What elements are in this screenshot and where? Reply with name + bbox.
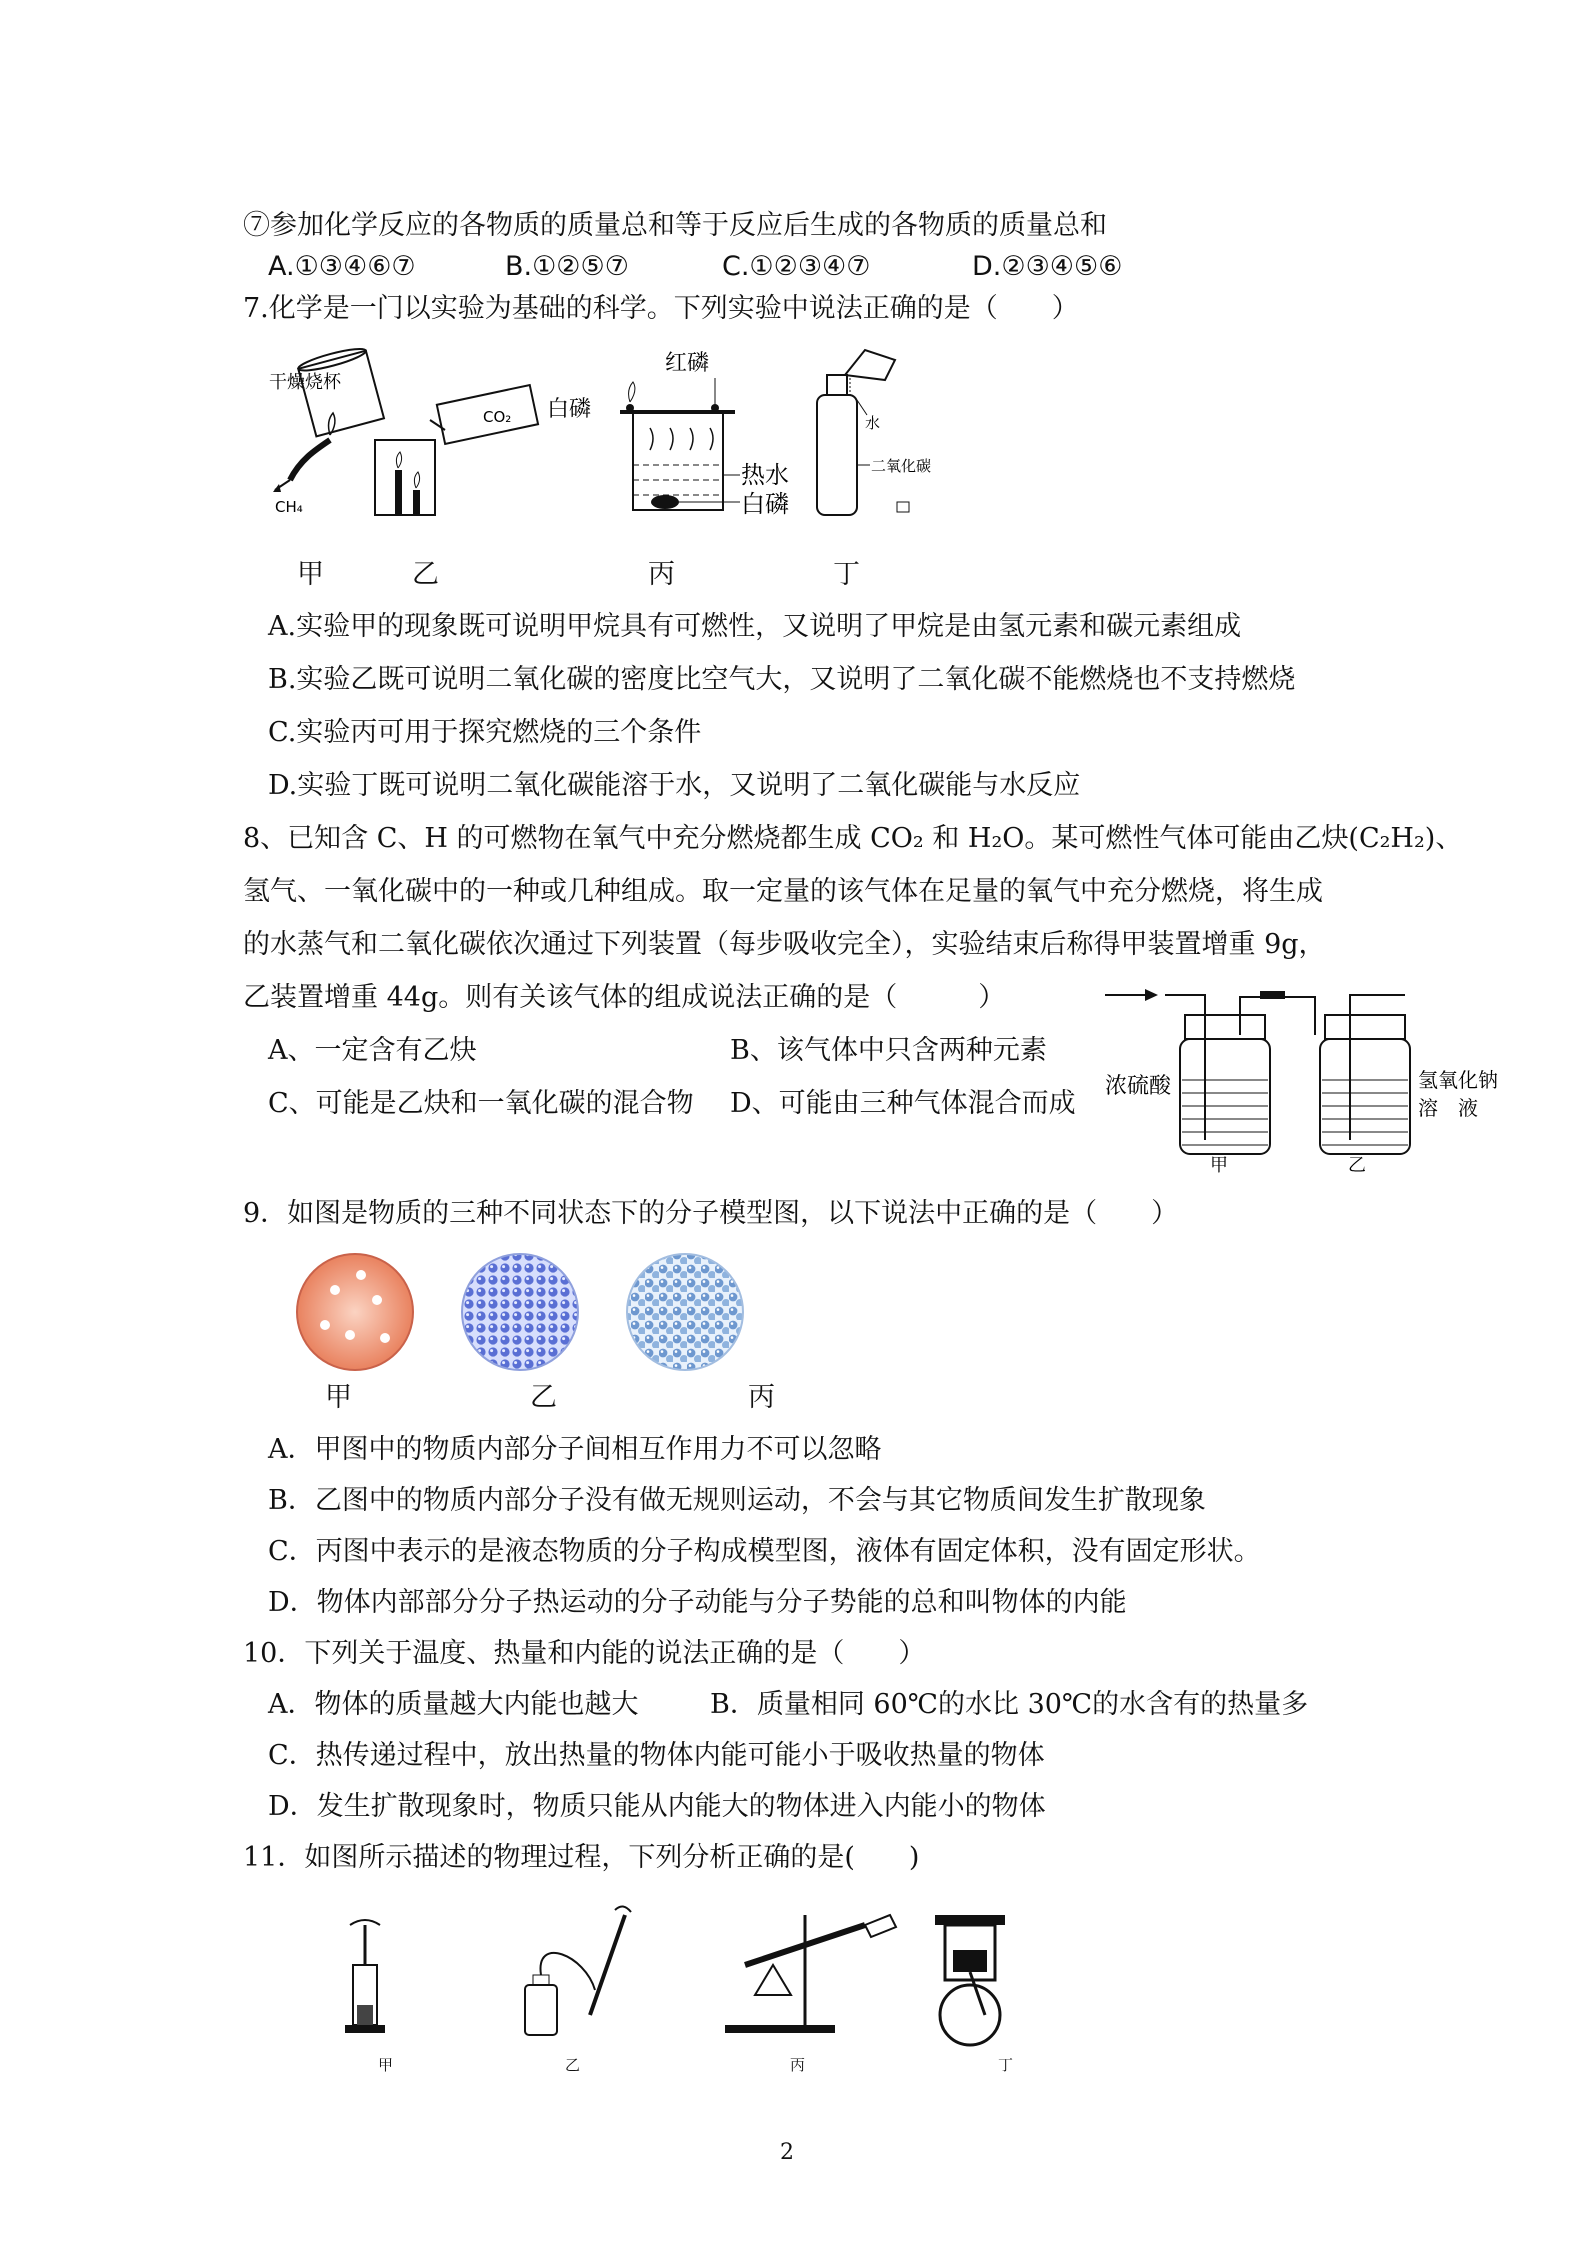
prev-option-a: A.①③④⑥⑦ [268, 251, 416, 282]
q7-caption-yi: 乙 [412, 559, 439, 590]
gas-model-circle [297, 1254, 413, 1370]
test-tube-heating-bing [725, 1915, 896, 2033]
q7-apparatus-figure [245, 340, 965, 540]
q9-caption-yi: 乙 [530, 1382, 557, 1413]
co2-label: CO₂ [483, 408, 512, 426]
q11-caption-yi: 乙 [565, 2056, 581, 2074]
q10-option-d: D．发生扩散现象时，物质只能从内能大的物体进入内能小的物体 [268, 1791, 1046, 1822]
q8-option-b: B、该气体中只含两种元素 [730, 1035, 1047, 1066]
q9-option-c: C．丙图中表示的是液态物质的分子构成模型图，液体有固定体积，没有固定形状。 [268, 1536, 1261, 1567]
q10-option-c: C．热传递过程中，放出热量的物体内能可能小于吸收热量的物体 [268, 1740, 1045, 1771]
white-phosphorus-label-2: 白磷 [741, 490, 789, 518]
q10-option-a: A．物体的质量越大内能也越大 [268, 1689, 639, 1720]
q8-gas-washing-bottles-figure [1100, 975, 1520, 1175]
q9-caption-bing: 丙 [748, 1382, 775, 1413]
q7-caption-jia: 甲 [297, 559, 324, 590]
solid-model-circle [462, 1254, 578, 1370]
q7-caption-bing: 丙 [648, 559, 675, 590]
q8-option-c: C、可能是乙炔和一氧化碳的混合物 [268, 1088, 694, 1119]
experiment-jia-figure [269, 345, 384, 516]
q8-option-a: A、一定含有乙炔 [268, 1035, 477, 1066]
bottle-jia-caption: 甲 [1210, 1155, 1228, 1175]
water-label: 水 [865, 414, 881, 432]
q11-stem: 11．如图所示描述的物理过程，下列分析正确的是( ) [243, 1842, 920, 1873]
q10-option-b: B．质量相同 60℃的水比 30℃的水含有的热量多 [710, 1689, 1309, 1720]
prev-option-d: D.②③④⑤⑥ [972, 251, 1123, 282]
bottle-jia [1180, 1015, 1270, 1154]
dry-beaker-label: 干燥烧杯 [269, 372, 341, 393]
bottle-yi [1320, 1015, 1410, 1154]
q8-stem-line-4: 乙装置增重 44g。则有关该气体的组成说法正确的是（ ） [243, 982, 1006, 1013]
q7-option-b: B.实验乙既可说明二氧化碳的密度比空气大，又说明了二氧化碳不能燃烧也不支持燃烧 [268, 664, 1296, 695]
q10-stem: 10．下列关于温度、热量和内能的说法正确的是（ ） [243, 1638, 926, 1669]
q7-option-d: D.实验丁既可说明二氧化碳能溶于水，又说明了二氧化碳能与水反应 [268, 770, 1081, 801]
air-compression-apparatus-jia [345, 1920, 385, 2033]
q8-stem-line-1: 8、已知含 C、H 的可燃物在氧气中充分燃烧都生成 CO₂ 和 H₂O。某可燃性气体可能由乙炔(C₂H₂)、 [243, 823, 1463, 854]
q11-caption-bing: 丙 [790, 2056, 806, 2074]
liquid-model-circle [627, 1254, 743, 1370]
q7-option-c: C.实验丙可用于探究燃烧的三个条件 [268, 717, 702, 748]
co2-label-2: 二氧化碳 [871, 457, 932, 475]
white-phosphorus-label: 白磷 [547, 397, 592, 422]
prev-option-b: B.①②⑤⑦ [505, 251, 629, 282]
q9-option-a: A．甲图中的物质内部分子间相互作用力不可以忽略 [268, 1434, 882, 1465]
q11-caption-ding: 丁 [998, 2056, 1014, 2074]
q8-stem-line-2: 氢气、一氧化碳中的一种或几种组成。取一定量的该气体在足量的氧气中充分燃烧，将生成 [243, 876, 1323, 907]
q9-molecule-models-figure [295, 1250, 755, 1380]
q8-option-d: D、可能由三种气体混合而成 [730, 1088, 1076, 1119]
q7-caption-ding: 丁 [833, 559, 860, 590]
statement-7: ⑦参加化学反应的各物质的质量总和等于反应后生成的各物质的质量总和 [243, 210, 1107, 241]
bottle-yi-caption: 乙 [1348, 1155, 1366, 1175]
page-number: 2 [780, 2140, 794, 2165]
q9-option-d: D．物体内部部分分子热运动的分子动能与分子势能的总和叫物体的内能 [268, 1587, 1127, 1618]
q9-caption-jia: 甲 [325, 1382, 352, 1413]
q7-option-a: A.实验甲的现象既可说明甲烷具有可燃性，又说明了甲烷是由氢元素和碳元素组成 [268, 611, 1242, 642]
q11-caption-jia: 甲 [378, 2056, 394, 2074]
solution-label: 溶 液 [1418, 1096, 1478, 1120]
experiment-ding-figure [817, 350, 931, 515]
prev-option-c: C.①②③④⑦ [722, 251, 871, 282]
q8-stem-line-3: 的水蒸气和二氧化碳依次通过下列装置（每步吸收完全），实验结束后称得甲装置增重 9g， [243, 929, 1326, 960]
bottle-plug-apparatus-yi [525, 1906, 631, 2035]
q9-option-b: B．乙图中的物质内部分子没有做无规则运动，不会与其它物质间发生扩散现象 [268, 1485, 1206, 1516]
q9-stem: 9．如图是物质的三种不同状态下的分子模型图，以下说法中正确的是（ ） [243, 1198, 1179, 1229]
naoh-label: 氢氧化钠 [1418, 1068, 1498, 1092]
hot-water-label: 热水 [741, 461, 789, 489]
q7-stem: 7.化学是一门以实验为基础的科学。下列实验中说法正确的是（ ） [243, 293, 1079, 324]
engine-cylinder-ding [935, 1915, 1005, 2045]
experiment-yi-figure [375, 385, 538, 515]
conc-sulfuric-acid-label: 浓硫酸 [1105, 1074, 1172, 1099]
ch4-label: CH₄ [275, 498, 303, 516]
experiment-bing-figure [547, 351, 789, 518]
q11-physics-processes-figure [335, 1895, 1055, 2065]
red-phosphorus-label: 红磷 [665, 351, 710, 376]
